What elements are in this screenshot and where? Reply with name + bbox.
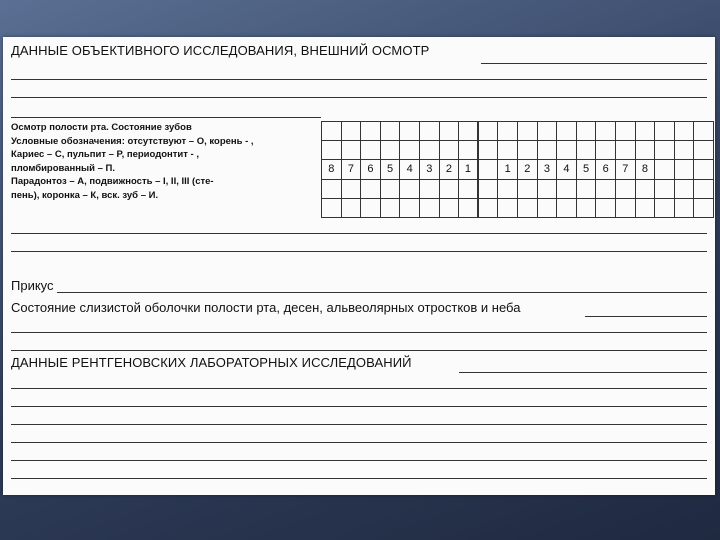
- tooth-grid-cell[interactable]: [459, 180, 479, 199]
- tooth-grid-cell[interactable]: [694, 160, 714, 179]
- tooth-grid-cell[interactable]: [498, 199, 518, 218]
- fill-line[interactable]: [11, 332, 707, 333]
- tooth-grid-cell[interactable]: [616, 122, 636, 141]
- tooth-grid-cell[interactable]: [616, 141, 636, 160]
- legend-line: пень), коронка – К, вск. зуб – И.: [11, 189, 159, 201]
- tooth-grid-cell[interactable]: [322, 180, 342, 199]
- legend-line: Условные обозначения: отсутствуют – О, корень - ,: [11, 135, 254, 147]
- tooth-grid-cell[interactable]: [518, 122, 538, 141]
- tooth-grid-cell[interactable]: [459, 141, 479, 160]
- tooth-grid-cell[interactable]: [381, 180, 401, 199]
- tooth-grid-cell[interactable]: [381, 141, 401, 160]
- fill-line[interactable]: [481, 63, 707, 64]
- bite-label: Прикус: [11, 278, 54, 293]
- tooth-grid-cell[interactable]: [538, 141, 558, 160]
- tooth-grid[interactable]: [321, 121, 714, 218]
- tooth-grid-cell[interactable]: [479, 122, 499, 141]
- tooth-number-cell[interactable]: 8: [322, 160, 342, 179]
- tooth-grid-cell[interactable]: [577, 199, 597, 218]
- dental-record-form: [3, 37, 715, 495]
- fill-line[interactable]: [11, 233, 707, 234]
- tooth-grid-cell[interactable]: [636, 141, 656, 160]
- tooth-grid-cell[interactable]: [675, 180, 695, 199]
- legend-line: Парадонтоз – А, подвижность – I, II, III (сте-: [11, 176, 214, 187]
- tooth-grid-cell[interactable]: [420, 122, 440, 141]
- tooth-number-cell[interactable]: 8: [636, 160, 656, 179]
- tooth-number-cell[interactable]: 3: [538, 160, 558, 179]
- tooth-grid-cell[interactable]: [342, 122, 362, 141]
- tooth-grid-cell[interactable]: [577, 180, 597, 199]
- tooth-grid-cell[interactable]: [694, 180, 714, 199]
- fill-line[interactable]: [11, 406, 707, 407]
- tooth-grid-cell[interactable]: [361, 199, 381, 218]
- tooth-grid-cell[interactable]: [636, 199, 656, 218]
- tooth-number-cell[interactable]: 4: [557, 160, 577, 179]
- tooth-grid-cell[interactable]: [381, 122, 401, 141]
- tooth-grid-cell[interactable]: [557, 122, 577, 141]
- tooth-grid-cell[interactable]: [400, 141, 420, 160]
- tooth-grid-cell[interactable]: [596, 180, 616, 199]
- tooth-grid-cell[interactable]: [655, 199, 675, 218]
- tooth-grid-cell[interactable]: [322, 141, 342, 160]
- fill-line[interactable]: [11, 79, 707, 80]
- tooth-number-cell[interactable]: 1: [459, 160, 479, 179]
- fill-line[interactable]: [11, 442, 707, 443]
- tooth-grid-cell[interactable]: [577, 141, 597, 160]
- tooth-grid-cell[interactable]: [616, 199, 636, 218]
- tooth-grid-cell[interactable]: [557, 141, 577, 160]
- tooth-grid-cell[interactable]: [342, 141, 362, 160]
- tooth-grid-cell[interactable]: [440, 141, 460, 160]
- tooth-grid-cell[interactable]: [440, 122, 460, 141]
- tooth-grid-cell[interactable]: [479, 180, 499, 199]
- tooth-grid-cell[interactable]: [655, 141, 675, 160]
- tooth-grid-cell[interactable]: [694, 122, 714, 141]
- tooth-chart-block: [11, 117, 713, 221]
- fill-line[interactable]: [11, 251, 707, 252]
- tooth-grid-cell[interactable]: [440, 199, 460, 218]
- tooth-grid-cell[interactable]: [361, 141, 381, 160]
- tooth-grid-cell[interactable]: [596, 141, 616, 160]
- tooth-grid-cell[interactable]: [557, 199, 577, 218]
- tooth-grid-cell[interactable]: [479, 199, 499, 218]
- tooth-grid-cell[interactable]: [675, 141, 695, 160]
- tooth-grid-cell[interactable]: [518, 199, 538, 218]
- tooth-grid-cell[interactable]: [498, 180, 518, 199]
- tooth-number-cell[interactable]: 2: [518, 160, 538, 179]
- objective-exam-heading: ДАННЫЕ ОБЪЕКТИВНОГО ИССЛЕДОВАНИЯ, ВНЕШНИЙ ОСМОТР: [11, 43, 430, 58]
- tooth-grid-cell[interactable]: [342, 199, 362, 218]
- tooth-grid-cell[interactable]: [616, 180, 636, 199]
- fill-line[interactable]: [11, 388, 707, 389]
- tooth-number-cell[interactable]: 5: [577, 160, 597, 179]
- tooth-number-cell[interactable]: 6: [361, 160, 381, 179]
- tooth-number-cell[interactable]: 6: [596, 160, 616, 179]
- tooth-grid-cell[interactable]: [479, 141, 499, 160]
- xray-lab-heading: ДАННЫЕ РЕНТГЕНОВСКИХ ЛАБОРАТОРНЫХ ИССЛЕДОВАНИЙ: [11, 355, 412, 370]
- tooth-grid-cell[interactable]: [655, 122, 675, 141]
- tooth-grid-cell[interactable]: [694, 199, 714, 218]
- tooth-grid-cell[interactable]: [420, 141, 440, 160]
- tooth-grid-cell[interactable]: [498, 122, 518, 141]
- tooth-grid-cell[interactable]: [400, 122, 420, 141]
- bite-fill-line[interactable]: [57, 292, 707, 293]
- tooth-grid-cell[interactable]: [655, 160, 675, 179]
- tooth-grid-cell[interactable]: [636, 122, 656, 141]
- tooth-grid-cell[interactable]: [538, 199, 558, 218]
- tooth-grid-cell[interactable]: [440, 180, 460, 199]
- tooth-grid-cell[interactable]: [557, 180, 577, 199]
- tooth-number-cell[interactable]: 1: [498, 160, 518, 179]
- tooth-grid-cell[interactable]: [636, 180, 656, 199]
- tooth-grid-cell[interactable]: [381, 199, 401, 218]
- tooth-grid-cell[interactable]: [342, 180, 362, 199]
- fill-line[interactable]: [11, 350, 707, 351]
- tooth-number-cell[interactable]: 7: [342, 160, 362, 179]
- tooth-grid-cell[interactable]: [655, 180, 675, 199]
- tooth-number-cell[interactable]: 5: [381, 160, 401, 179]
- legend-line: Кариес – С, пульпит – Р, периодонтит - ,: [11, 149, 199, 160]
- tooth-grid-cell[interactable]: [538, 180, 558, 199]
- tooth-grid-cell[interactable]: [577, 122, 597, 141]
- fill-line[interactable]: [11, 97, 707, 98]
- tooth-number-cell[interactable]: [479, 160, 499, 179]
- tooth-grid-cell[interactable]: [400, 180, 420, 199]
- mucosa-label: Состояние слизистой оболочки полости рта, десен, альвеолярных отростков и неба: [11, 300, 521, 315]
- tooth-grid-cell[interactable]: [420, 180, 440, 199]
- tooth-grid-cell[interactable]: [361, 180, 381, 199]
- tooth-number-cell[interactable]: 4: [400, 160, 420, 179]
- tooth-grid-cell[interactable]: [675, 122, 695, 141]
- fill-line[interactable]: [11, 478, 707, 479]
- tooth-grid-cell[interactable]: [322, 122, 342, 141]
- tooth-grid-cell[interactable]: [361, 122, 381, 141]
- tooth-grid-cell[interactable]: [518, 141, 538, 160]
- fill-line[interactable]: [585, 316, 707, 317]
- tooth-grid-cell[interactable]: [322, 199, 342, 218]
- tooth-grid-cell[interactable]: [400, 199, 420, 218]
- tooth-grid-cell[interactable]: [694, 141, 714, 160]
- tooth-grid-cell[interactable]: [459, 199, 479, 218]
- tooth-grid-cell[interactable]: [459, 122, 479, 141]
- tooth-grid-cell[interactable]: [675, 199, 695, 218]
- fill-line[interactable]: [459, 372, 707, 373]
- notation-legend: [11, 117, 321, 222]
- fill-line[interactable]: [11, 424, 707, 425]
- tooth-grid-cell[interactable]: [675, 160, 695, 179]
- tooth-number-cell[interactable]: 7: [616, 160, 636, 179]
- fill-line[interactable]: [11, 460, 707, 461]
- legend-line: Осмотр полости рта. Состояние зубов: [11, 122, 192, 133]
- tooth-grid-cell[interactable]: [420, 199, 440, 218]
- tooth-grid-cell[interactable]: [498, 141, 518, 160]
- tooth-grid-cell[interactable]: [518, 180, 538, 199]
- tooth-grid-cell[interactable]: [538, 122, 558, 141]
- tooth-grid-cell[interactable]: [596, 199, 616, 218]
- tooth-number-cell[interactable]: 2: [440, 160, 460, 179]
- tooth-grid-cell[interactable]: [596, 122, 616, 141]
- legend-line: пломбированный – П.: [11, 162, 115, 174]
- tooth-number-cell[interactable]: 3: [420, 160, 440, 179]
